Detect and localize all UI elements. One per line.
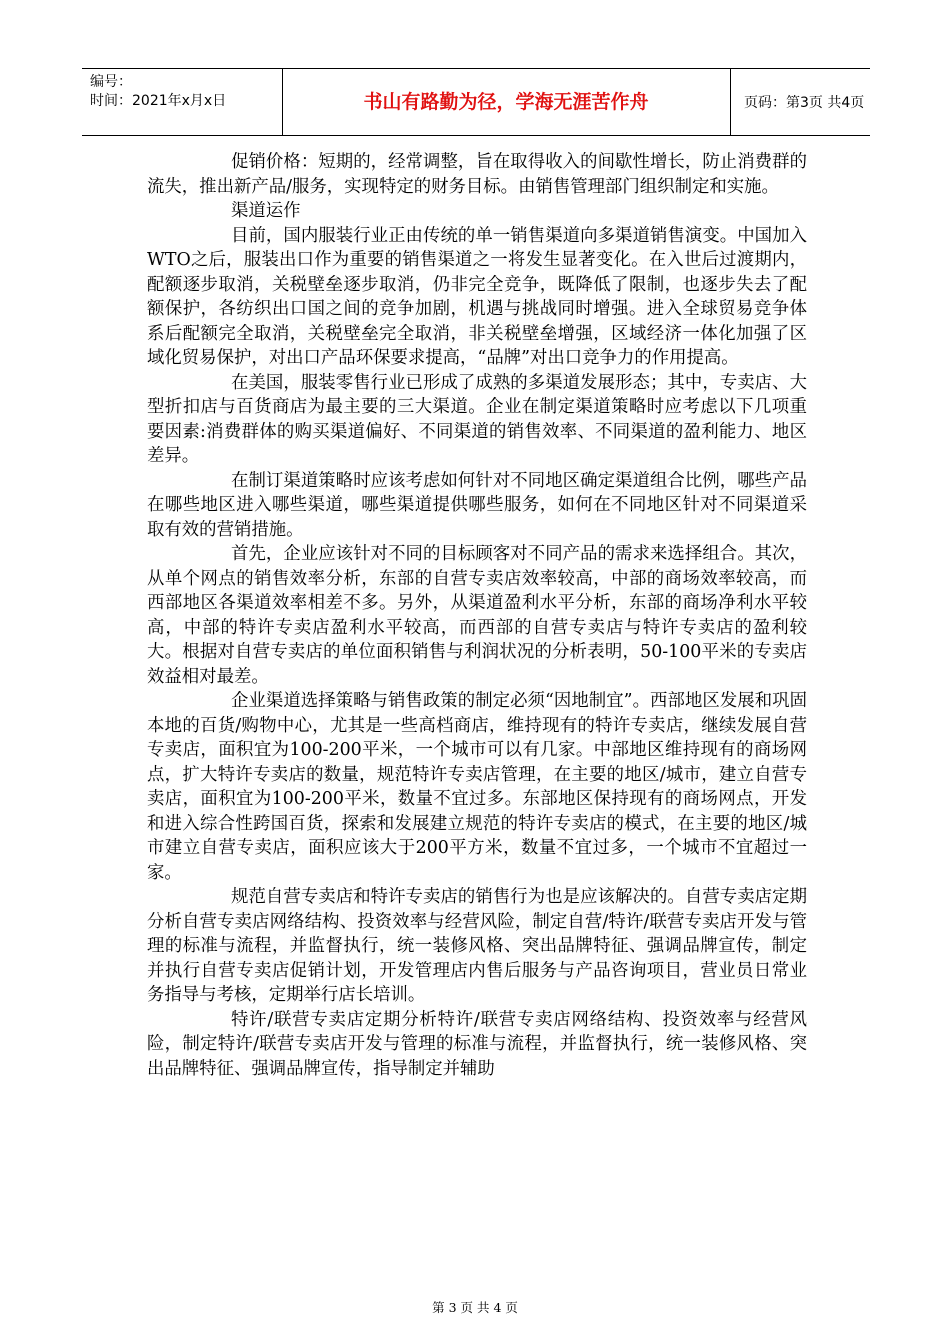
header-motto-cell xyxy=(282,69,731,135)
document-number-label: 编号： xyxy=(90,74,132,90)
paragraph: 在制订渠道策略时应该考虑如何针对不同地区确定渠道组合比例，哪些产品在哪些地区进入哪些渠道，哪些渠道提供哪些服务，如何在不同地区针对不同渠道采取有效的营销措施。 xyxy=(147,470,807,540)
header-page-label: 页码：第3页 共4页 xyxy=(744,95,865,111)
header-motto: 书山有路勤为径，学海无涯苦作舟 xyxy=(363,91,649,113)
page-footer: 第 3 页 共 4 页 xyxy=(432,1300,518,1315)
document-body xyxy=(147,150,807,1081)
paragraph: 规范自营专卖店和特许专卖店的销售行为也是应该解决的。自营专卖店定期分析自营专卖店网络结构、投资效率与经营风险，制定自营/特许/联营专卖店开发与管理的标准与流程，并监督执行，统一装修风格、突出品牌特征、强调品牌宣传，制定并执行自营专卖店促销计划，开发管理店内售后服务与产品咨询项目，营业员日常业务指导与考核，定期举行店长培训。 xyxy=(147,887,807,1005)
page-header xyxy=(82,68,870,136)
header-page-cell xyxy=(730,69,870,135)
paragraph: 特许/联营专卖店定期分析特许/联营专卖店网络结构、投资效率与经营风险，制定特许/联营专卖店开发与管理的标准与流程，并监督执行，统一装修风格、突出品牌特征、强调品牌宣传，指导制定并辅助 xyxy=(147,1009,807,1079)
paragraph: 首先，企业应该针对不同的目标顾客对不同产品的需求来选择组合。其次，从单个网点的销售效率分析，东部的自营专卖店效率较高，中部的商场效率较高，而西部地区各渠道效率相差不多。另外，从渠道盈利水平分析，东部的商场净利水平较高，中部的特许专卖店盈利水平较高，而西部的自营专卖店与特许专卖店的盈利较大。根据对自营专卖店的单位面积销售与利润状况的分析表明，50-100平米的专卖店效益相对最差。 xyxy=(147,544,807,687)
paragraph: 企业渠道选择策略与销售政策的制定必须“因地制宜”。西部地区发展和巩固本地的百货/购物中心，尤其是一些高档商店，维持现有的特许专卖店，继续发展自营专卖店，面积宜为100-200平米，一个城市可以有几家。中部地区维持现有的商场网点，扩大特许专卖店的数量，规范特许专卖店管理，在主要的地区/城市，建立自营专卖店，面积宜为100-200平米，数量不宜过多。东部地区保持现有的商场网点，开发和进入综合性跨国百货，探索和发展建立规范的特许专卖店的模式，在主要的地区/城市建立自营专卖店，面积应该大于200平方米，数量不宜过多，一个城市不宜超过一家。 xyxy=(147,691,807,883)
section-heading-channel-operation: 渠道运作 xyxy=(231,201,301,221)
paragraph-promotional-price: 促销价格：短期的，经常调整，旨在取得收入的间歇性增长，防止消费群的流失，推出新产品/服务，实现特定的财务目标。由销售管理部门组织制定和实施。 xyxy=(147,152,807,197)
header-meta xyxy=(82,69,283,135)
paragraph: 在美国，服装零售行业已形成了成熟的多渠道发展形态；其中，专卖店、大型折扣店与百货商店为最主要的三大渠道。企业在制定渠道策略时应考虑以下几项重要因素:消费群体的购买渠道偏好、不同渠道的销售效率、不同渠道的盈利能力、地区差异。 xyxy=(147,372,807,466)
paragraph: 目前，国内服装行业正由传统的单一销售渠道向多渠道销售演变。中国加入WTO之后，服装出口作为重要的销售渠道之一将发生显著变化。在入世后过渡期内，配额逐步取消，关税壁垒逐步取消，仍非完全竞争，既降低了限制，也逐步失去了配额保护，各纺织出口国之间的竞争加剧，机遇与挑战同时增强。进入全球贸易竞争体系后配额完全取消，关税壁垒完全取消，非关税壁垒增强，区域经济一体化加强了区域化贸易保护，对出口产品环保要求提高，“品牌”对出口竞争力的作用提高。 xyxy=(147,225,807,368)
document-time-label: 时间：2021年x月x日 xyxy=(90,93,227,109)
